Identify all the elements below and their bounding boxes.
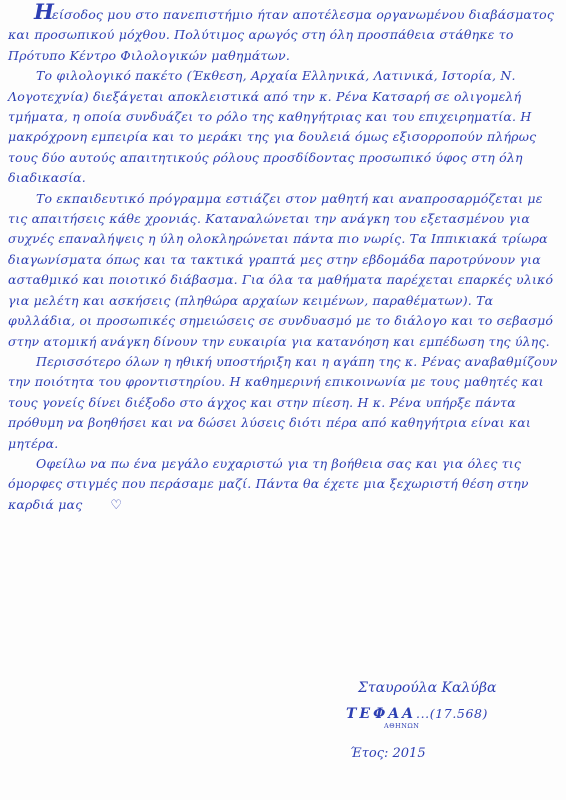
signature-block xyxy=(346,680,561,761)
signature-score: ...(17.568) xyxy=(416,706,489,721)
letter-body xyxy=(8,2,558,516)
signature-department-row xyxy=(346,706,561,730)
letter-paragraph-1 xyxy=(8,2,558,66)
letter-paragraph-5-text: Οφείλω να πω ένα μεγάλο ευχαριστώ για τη βοήθεια σας και για όλες τις όμορφες στιγμές που περάσαμε μαζί. Πάντα θα έχετε μια ξεχωριστή θέση στην καρδιά μας xyxy=(8,455,529,512)
letter-paragraph-4: Περισσότερο όλων η ηθική υποστήριξη και η αγάπη της κ. Ρένας αναβαθμίζουν την ποιότητα του φροντιστηρίου. Η καθημερινή επικοινωνία με τους μαθητές και τους γονείς δίνει διέξοδο στο άγχος και στην πίεση. Η κ. Ρένα υπήρξε πάντα πρόθυμη να βοηθήσει και να δώσει λύσεις διότι πέρα από καθηγήτρια είναι και μητέρα. xyxy=(8,353,558,451)
letter-paragraph-5 xyxy=(8,454,558,516)
heart-icon: ♡ xyxy=(110,497,123,513)
letter-paragraph-1-text: είσοδος μου στο πανεπιστήμιο ήταν αποτέλεσμα οργανωμένου διαβάσματος και προσωπικού μόχθου. Πολύτιμος αρωγός στη όλη προσπάθεια στάθηκε το Πρότυπο Κέντρο Φιλολογικών μαθημάτων. xyxy=(8,7,555,63)
letter-paragraph-3: Το εκπαιδευτικό πρόγραμμα εστιάζει στον μαθητή και αναπροσαρμόζεται με τις απαιτήσεις κάθε χρονιάς. Καταναλώνεται την ανάγκη του εξετασμένου για συχνές επαναλήψεις η ύλη ολοκληρώνεται πάντα πιο νωρίς. Τα Ιππικιακά τρίωρα διαγωνίσματα όπως και τα τακτικά γραπτά μες στην εβδομάδα παροτρύνουν για ασταθμικό και ποιοτικό διάβασμα. Για όλα τα μαθήματα παρέχεται επαρκές υλικό για μελέτη και ασκήσεις (πληθώρα αρχαίων κειμένων, παραθέματων). Τα φυλλάδια, οι προσωπικές σημειώσεις σε συνδυασμό με το διάλογο και το σεβασμό στην ατομική ανάγκη δίνουν την ευκαιρία για κατανόηση και εμπέδωση της ύλης. xyxy=(8,190,554,349)
signature-city: ΑΘΗΝΩΝ xyxy=(384,722,420,730)
signature-department: ΤΕΦΑΑ xyxy=(346,706,417,722)
signature-year: Έτος: 2015 xyxy=(350,746,426,761)
letter-paragraph-2: Το φιλολογικό πακέτο (Έκθεση, Αρχαία Ελληνικά, Λατινικά, Ιστορία, Ν. Λογοτεχνία) διεξάγεται αποκλειστικά από την κ. Ρένα Κατσαρή σε ολιγομελή τμήματα, η οποία συνδυάζει το ρόλο της καθηγήτριας και του επιχειρηματία. Η μακρόχρονη εμπειρία και το μεράκι της για δουλειά όμως εξισορροπούν πλήρως τους δύο αυτούς απαιτητικούς ρόλους προσδίδοντας προσωπικό ύφος στη όλη διαδικασία. xyxy=(8,68,537,186)
signature-name: Σταυρούλα Καλύβα xyxy=(358,680,497,696)
letter-dropcap: Η xyxy=(34,0,55,24)
